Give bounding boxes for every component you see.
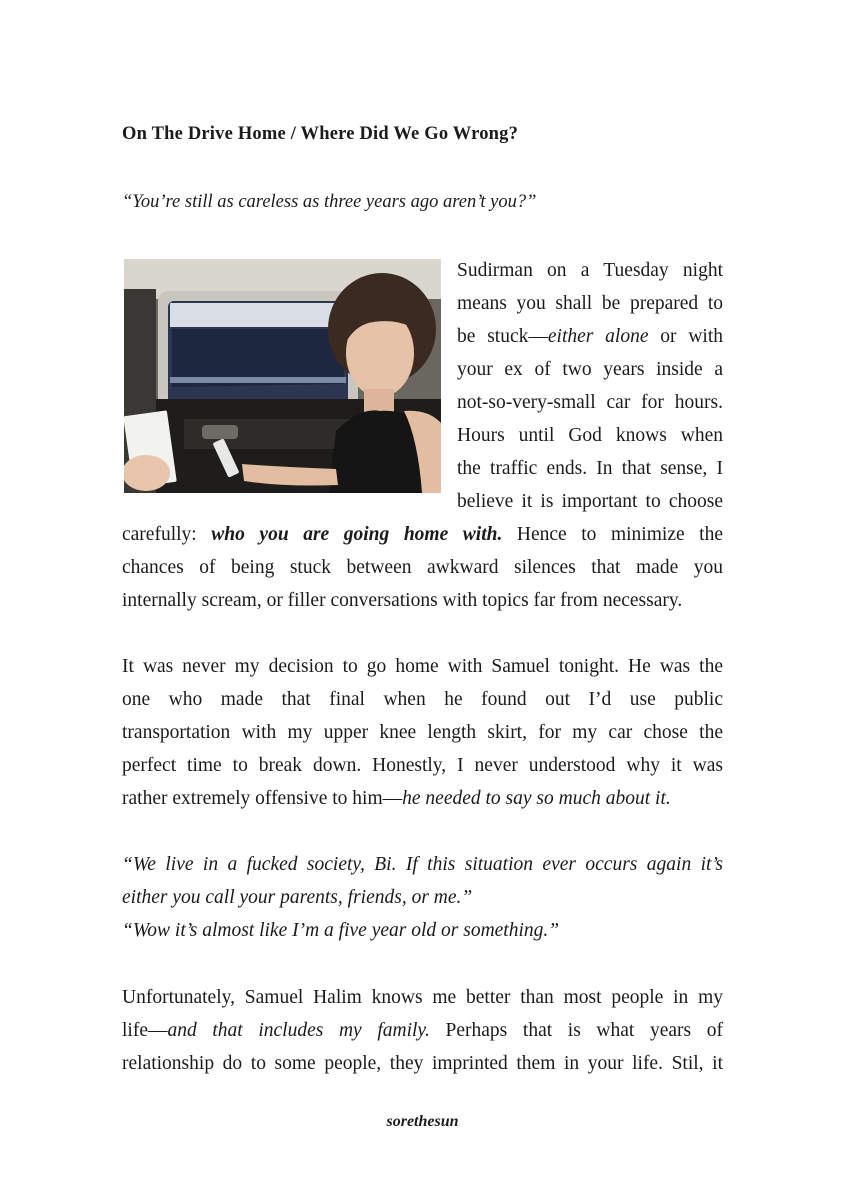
emphasis-text: he needed to say so much about it.	[402, 788, 671, 809]
dialogue-line: “Wow it’s almost like I’m a five year old or something.”	[122, 920, 560, 941]
dialogue-line: either you call your parents, friends, or me.”	[122, 887, 473, 908]
text-line: chances of being stuck between awkward silences that made you	[122, 557, 723, 578]
paragraph-1	[122, 518, 723, 617]
text-span: be stuck—	[457, 326, 548, 347]
text-line	[122, 1014, 723, 1047]
car-photo-illustration	[124, 259, 441, 493]
text-line: internally scream, or filler conversations with topics far from necessary.	[122, 590, 683, 611]
text-line: relationship do to some people, they imprinted them in your life. Stil, it	[122, 1053, 723, 1074]
text-line: transportation with my upper knee length skirt, for my car chose the	[122, 722, 723, 743]
paragraph-3	[122, 981, 723, 1080]
intro-paragraph-wrapped	[457, 254, 723, 518]
text-line	[122, 782, 723, 815]
text-line: It was never my decision to go home with Samuel tonight. He was the	[122, 656, 723, 677]
text-span: rather extremely offensive to him—	[122, 788, 403, 809]
dialogue-line: “We live in a fucked society, Bi. If this situation ever occurs again it’s	[122, 854, 723, 875]
text-line	[457, 320, 723, 353]
text-span: Hence to minimize the	[502, 524, 723, 545]
text-line: Sudirman on a Tuesday night	[457, 260, 723, 281]
text-span: life—	[122, 1020, 168, 1041]
emphasis-text: and that includes my family.	[167, 1020, 430, 1041]
text-line	[122, 518, 723, 551]
page-title: On The Drive Home / Where Did We Go Wrong?	[122, 124, 519, 144]
emphasis-text: either alone	[547, 326, 649, 347]
text-span: carefully:	[122, 524, 212, 545]
dialogue-block	[122, 848, 723, 947]
text-line: one who made that final when he found out I’d use public	[122, 689, 723, 710]
text-span: or with	[648, 326, 723, 347]
text-line: perfect time to break down. Honestly, I never understood why it was	[122, 755, 723, 776]
bold-italic-text: who you are going home with.	[211, 524, 503, 545]
text-line: the traffic ends. In that sense, I	[457, 458, 723, 479]
car-photo	[124, 259, 441, 493]
text-line: not-so-very-small car for hours.	[457, 392, 723, 413]
paragraph-2	[122, 650, 723, 815]
text-line: believe it is important to choose	[457, 491, 723, 512]
author-signature: sorethesun	[386, 1113, 459, 1130]
text-line: Unfortunately, Samuel Halim knows me better than most people in my	[122, 987, 723, 1008]
text-line: your ex of two years inside a	[457, 359, 723, 380]
opening-quote: “You’re still as careless as three years ago aren’t you?”	[122, 192, 537, 212]
text-line: means you shall be prepared to	[457, 293, 723, 314]
text-span: Perhaps that is what years of	[429, 1020, 723, 1041]
text-line: Hours until God knows when	[457, 425, 723, 446]
